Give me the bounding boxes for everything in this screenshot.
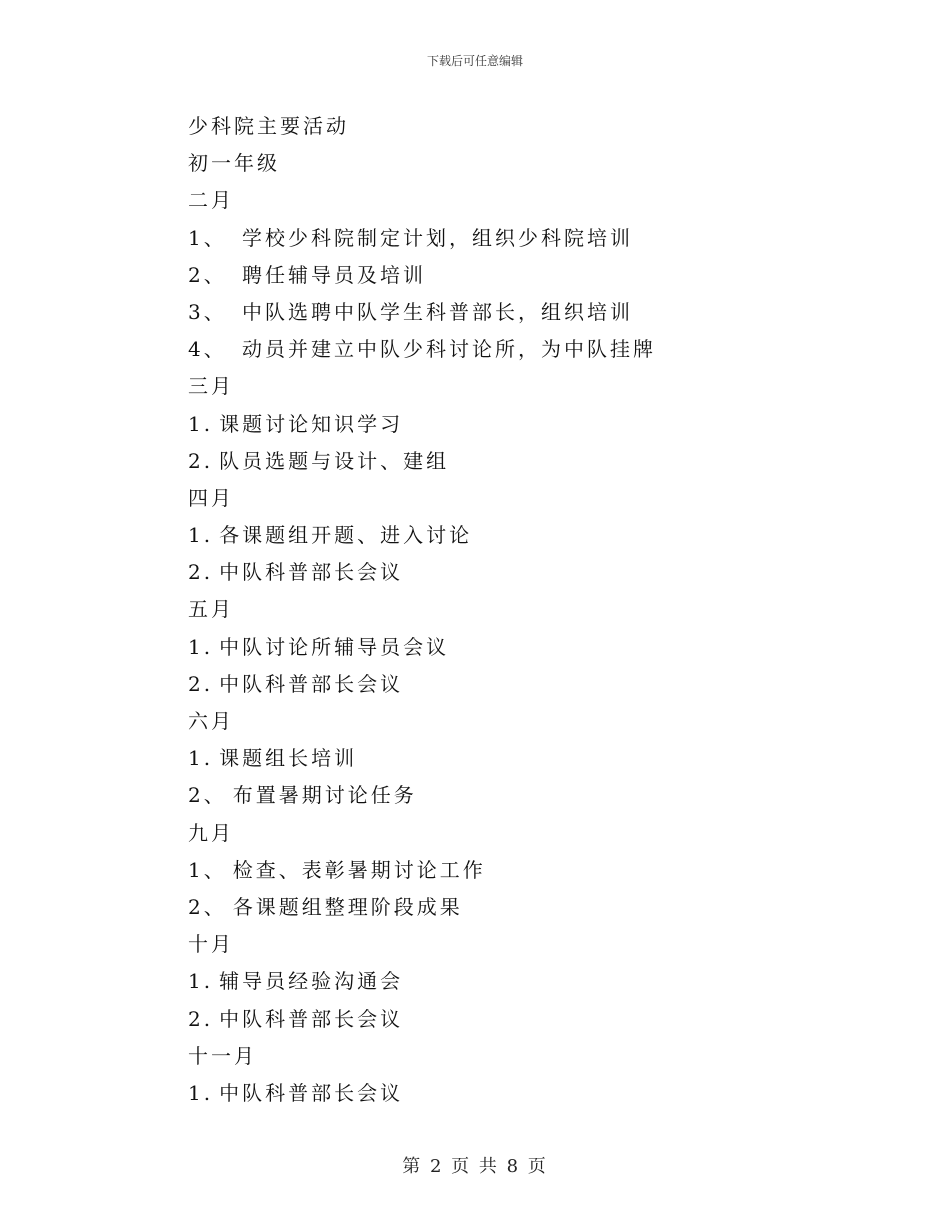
list-item	[188, 1001, 828, 1038]
line-text: 九月	[188, 820, 234, 845]
section-heading	[188, 703, 828, 740]
list-item-number: 2、	[188, 894, 227, 919]
line-text: 三月	[188, 374, 234, 399]
line-text: 初一年级	[188, 151, 280, 176]
line-text: 中队选聘中队学生科普部长，组织培训	[242, 299, 633, 324]
list-item-number: 2、	[188, 262, 227, 287]
page-footer: 第 2 页 共 8 页	[402, 1156, 548, 1177]
line-text: 中队科普部长会议	[219, 560, 404, 585]
section-heading	[188, 591, 828, 628]
line-text: 中队讨论所辅导员会议	[219, 634, 450, 659]
line-text: 布置暑期讨论任务	[232, 783, 417, 808]
list-item-number: 2.	[188, 671, 214, 696]
line-text: 聘任辅导员及培训	[242, 262, 426, 287]
line-text: 动员并建立中队少科讨论所，为中队挂牌	[242, 337, 656, 362]
list-item	[188, 517, 828, 554]
line-text: 队员选题与设计、建组	[219, 448, 450, 473]
line-text: 六月	[188, 709, 234, 733]
line-text: 五月	[188, 597, 234, 622]
list-item	[188, 852, 828, 889]
section-heading	[188, 926, 828, 963]
line-text: 课题讨论知识学习	[219, 411, 404, 436]
list-item-number: 1.	[188, 634, 214, 659]
list-item	[188, 740, 828, 777]
line-text: 二月	[188, 188, 234, 213]
line-text: 少科院主要活动	[188, 114, 349, 138]
list-item	[188, 889, 828, 926]
section-heading	[188, 480, 828, 517]
section-heading	[188, 815, 828, 852]
line-text: 辅导员经验沟通会	[219, 969, 404, 994]
list-item-number: 1.	[188, 969, 214, 994]
list-item-number: 1.	[188, 1080, 214, 1105]
list-item-number: 1.	[188, 523, 214, 548]
line-text: 四月	[188, 485, 234, 510]
list-item	[188, 777, 828, 814]
list-item	[188, 443, 828, 480]
section-heading	[188, 145, 828, 182]
list-item	[188, 257, 828, 294]
list-item-number: 3、	[188, 299, 227, 324]
line-text: 十一月	[188, 1043, 257, 1068]
list-item-number: 1、	[188, 857, 227, 882]
list-item	[188, 220, 828, 257]
section-heading	[188, 182, 828, 219]
line-text: 中队科普部长会议	[219, 1080, 404, 1105]
line-text: 课题组长培训	[219, 746, 358, 771]
list-item-number: 2.	[188, 1006, 214, 1031]
list-item	[188, 1075, 828, 1112]
list-item-number: 2.	[188, 560, 214, 585]
list-item	[188, 294, 828, 331]
section-heading	[188, 108, 828, 145]
list-item-number: 1.	[188, 411, 214, 436]
list-item	[188, 963, 828, 1000]
list-item	[188, 666, 828, 703]
line-text: 各课题组整理阶段成果	[232, 894, 463, 919]
list-item-number: 4、	[188, 337, 227, 362]
line-text: 学校少科院制定计划，组织少科院培训	[242, 225, 633, 250]
list-item	[188, 554, 828, 591]
list-item-number: 2.	[188, 448, 214, 473]
section-heading	[188, 1038, 828, 1075]
line-text: 检查、表彰暑期讨论工作	[232, 857, 486, 882]
line-text: 中队科普部长会议	[219, 1006, 404, 1031]
line-text: 各课题组开题、进入讨论	[219, 523, 473, 548]
list-item	[188, 629, 828, 666]
line-text: 十月	[188, 932, 234, 957]
list-item-number: 1.	[188, 746, 214, 771]
list-item-number: 1、	[188, 225, 227, 250]
line-text: 中队科普部长会议	[219, 671, 404, 696]
list-item	[188, 406, 828, 443]
document-body	[188, 108, 828, 1112]
list-item-number: 2、	[188, 783, 227, 808]
list-item	[188, 331, 828, 368]
section-heading	[188, 368, 828, 405]
page-header: 下载后可任意编辑	[426, 54, 523, 68]
